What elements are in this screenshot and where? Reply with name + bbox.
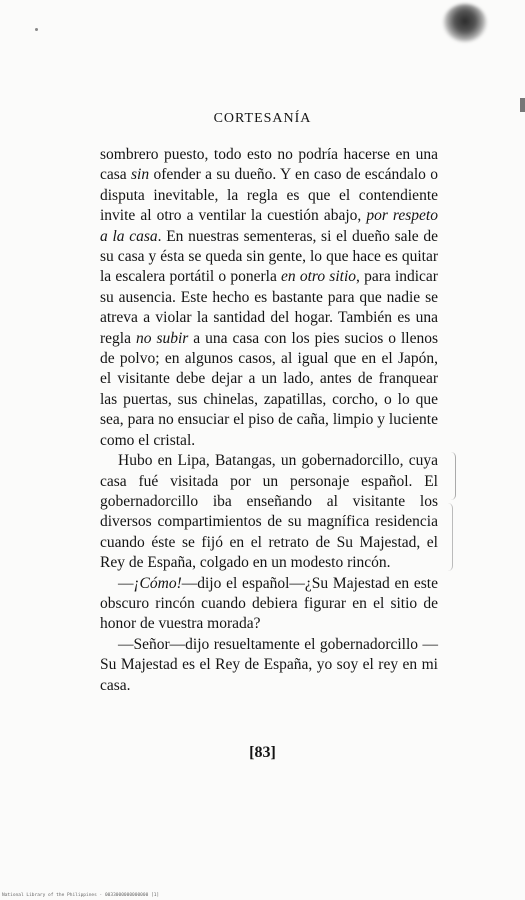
paragraph: —Señor—dijo resueltamente el gobernadorcillo —Su Majestad es el Rey de España, yo soy el rey en mi casa. — [100, 635, 438, 694]
library-footer-stamp: National Library of the Philippines · 0033000000000000 [1] — [2, 893, 160, 898]
paragraph: —¡Cómo!—dijo el español—¿Su Majestad en este obscuro rincón cuando debiera figurar en el sitio de honor de vuestra morada? — [100, 574, 438, 633]
page-edge-mark — [520, 98, 525, 112]
dust-speck — [35, 28, 38, 31]
page-number: [83] — [249, 744, 276, 761]
page-body — [100, 145, 438, 696]
ink-blot — [443, 4, 487, 42]
running-head: CORTESANÍA — [213, 111, 312, 126]
paragraph: Hubo en Lipa, Batangas, un gobernadorcillo, cuya casa fué visitada por un personaje español. El gobernadorcillo iba enseñando al visitante los diversos compartimientos de su magnífica residencia cuando éste se fijó en el retrato de Su Majestad, el Rey de España, colgado en un modesto rincón. — [100, 452, 438, 572]
margin-bracket — [448, 503, 453, 571]
paragraph: sombrero puesto, todo esto no podría hacerse en una casa sin ofender a su dueño. Y en caso de escándalo o disputa inevitable, la regla es que el contendiente invite al otro a ventilar la cuestión abajo, por respeto a la casa. En nuestras sementeras, si el dueño sale de su casa y ésta se queda sin gente, lo que hace es quitar la escalera portátil o ponerla en otro sitio, para indicar su ausencia. Este hecho es bastante para que nadie se atreva a violar la santidad del hogar. También es una regla no subir a una casa con los pies sucios o llenos de polvo; en algunos casos, al igual que en el Japón, el visitante debe dejar a un lado, antes de franquear las puertas, sus chinelas, zapatillas, corcho, o lo que sea, para no ensuciar el piso de caña, limpio y luciente como el cristal. — [100, 146, 439, 449]
margin-bracket — [451, 452, 456, 500]
